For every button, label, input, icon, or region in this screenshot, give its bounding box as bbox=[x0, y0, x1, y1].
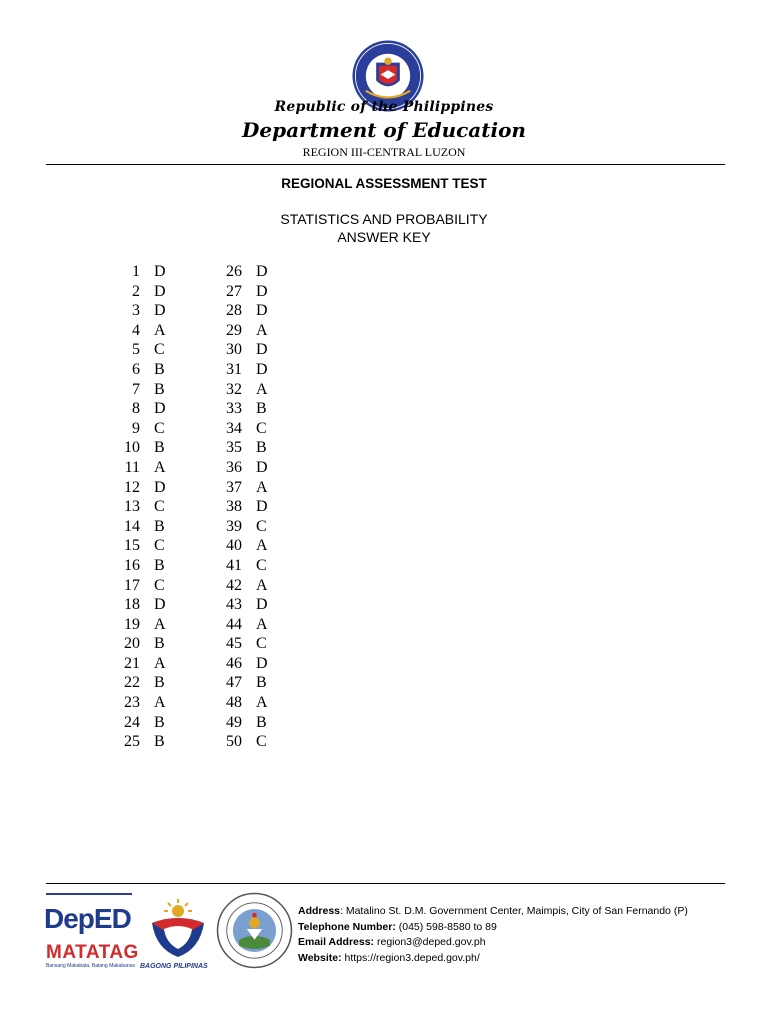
item-answer: C bbox=[256, 733, 267, 751]
item-number: 45 bbox=[226, 635, 242, 653]
answer-row bbox=[208, 262, 276, 282]
item-answer: B bbox=[256, 713, 267, 731]
item-number: 21 bbox=[124, 654, 140, 672]
item-answer: A bbox=[256, 380, 268, 398]
item-number: 19 bbox=[124, 615, 140, 633]
answer-row bbox=[106, 321, 174, 341]
answer-row bbox=[106, 438, 174, 458]
item-number: 49 bbox=[226, 713, 242, 731]
item-answer: A bbox=[256, 537, 268, 555]
item-answer: B bbox=[154, 439, 165, 457]
deped-logo-text: DepED bbox=[44, 903, 131, 934]
answer-row bbox=[208, 517, 276, 537]
contact-info bbox=[298, 904, 688, 966]
bagong-pilipinas-label: BAGONG PILIPINAS bbox=[140, 963, 208, 970]
email-value[interactable]: region3@deped.gov.ph bbox=[374, 936, 486, 948]
item-number: 5 bbox=[132, 341, 140, 359]
item-answer: A bbox=[154, 694, 166, 712]
answer-row bbox=[208, 380, 276, 400]
answer-row bbox=[106, 732, 174, 752]
item-answer: D bbox=[154, 478, 166, 496]
answer-row bbox=[106, 380, 174, 400]
answer-row bbox=[208, 615, 276, 635]
website-line bbox=[298, 951, 688, 967]
item-number: 44 bbox=[226, 615, 242, 633]
answer-row bbox=[208, 399, 276, 419]
item-number: 50 bbox=[226, 733, 242, 751]
item-number: 34 bbox=[226, 419, 242, 437]
answer-row bbox=[208, 360, 276, 380]
item-number: 43 bbox=[226, 596, 242, 614]
item-number: 42 bbox=[226, 576, 242, 594]
item-answer: D bbox=[154, 282, 166, 300]
item-number: 48 bbox=[226, 694, 242, 712]
item-answer: A bbox=[256, 576, 268, 594]
item-answer: D bbox=[154, 302, 166, 320]
item-number: 10 bbox=[124, 439, 140, 457]
item-number: 11 bbox=[124, 458, 140, 476]
region-header: REGION III-CENTRAL LUZON bbox=[302, 145, 466, 159]
item-number: 46 bbox=[226, 654, 242, 672]
answer-row bbox=[208, 321, 276, 341]
answer-row bbox=[106, 595, 174, 615]
item-number: 36 bbox=[226, 458, 242, 476]
item-answer: C bbox=[256, 419, 267, 437]
item-answer: D bbox=[256, 302, 268, 320]
item-number: 15 bbox=[124, 537, 140, 555]
answer-row bbox=[106, 615, 174, 635]
item-answer: D bbox=[256, 654, 268, 672]
test-title: REGIONAL ASSESSMENT TEST bbox=[281, 176, 487, 191]
answer-column-2 bbox=[208, 262, 276, 752]
item-answer: B bbox=[154, 380, 165, 398]
item-number: 22 bbox=[124, 674, 140, 692]
header-divider bbox=[46, 164, 725, 165]
item-number: 31 bbox=[226, 360, 242, 378]
item-answer: C bbox=[154, 498, 165, 516]
answer-key-label: ANSWER KEY bbox=[337, 229, 431, 245]
item-number: 3 bbox=[132, 302, 140, 320]
telephone-value: (045) 598-8580 to 89 bbox=[395, 920, 497, 933]
item-answer: A bbox=[256, 615, 268, 633]
answer-row bbox=[208, 713, 276, 733]
matatag-logo: MATATAG bbox=[46, 942, 139, 963]
answer-row bbox=[106, 693, 174, 713]
website-label: Website: bbox=[298, 951, 342, 964]
answer-column-1 bbox=[106, 262, 174, 752]
item-answer: C bbox=[256, 517, 267, 535]
answer-row bbox=[208, 654, 276, 674]
answer-row bbox=[208, 458, 276, 478]
item-number: 30 bbox=[226, 341, 242, 359]
answer-row bbox=[106, 419, 174, 439]
item-number: 16 bbox=[124, 556, 140, 574]
subject-title: STATISTICS AND PROBABILITY bbox=[280, 211, 488, 227]
answer-row bbox=[106, 458, 174, 478]
answer-row bbox=[106, 497, 174, 517]
answer-row bbox=[208, 673, 276, 693]
item-number: 33 bbox=[226, 400, 242, 418]
answer-row bbox=[106, 536, 174, 556]
address-line bbox=[298, 904, 688, 920]
answer-row bbox=[106, 301, 174, 321]
item-number: 1 bbox=[132, 263, 140, 280]
answer-row bbox=[208, 576, 276, 596]
website-link[interactable]: https://region3.deped.gov.ph/ bbox=[341, 951, 480, 964]
item-number: 6 bbox=[132, 360, 140, 378]
item-number: 23 bbox=[124, 694, 140, 712]
bagong-pilipinas-logo-icon bbox=[146, 899, 210, 959]
answer-row bbox=[106, 262, 174, 282]
item-answer: B bbox=[256, 400, 267, 418]
republic-header: Republic of the Philippines bbox=[274, 99, 494, 115]
answer-row bbox=[106, 478, 174, 498]
answer-row bbox=[208, 301, 276, 321]
telephone-label: Telephone Number: bbox=[298, 920, 396, 933]
answer-row bbox=[106, 556, 174, 576]
item-answer: A bbox=[154, 458, 166, 476]
item-answer: B bbox=[154, 713, 165, 731]
item-answer: D bbox=[154, 263, 166, 280]
item-answer: C bbox=[154, 537, 165, 555]
item-answer: D bbox=[154, 400, 166, 418]
item-answer: D bbox=[256, 596, 268, 614]
item-answer: D bbox=[256, 341, 268, 359]
answer-row bbox=[208, 419, 276, 439]
item-number: 25 bbox=[124, 733, 140, 751]
department-header: Department of Education bbox=[242, 118, 526, 142]
item-answer: D bbox=[256, 360, 268, 378]
item-number: 26 bbox=[226, 263, 242, 280]
item-answer: A bbox=[256, 321, 268, 339]
address-value: : Matalino St. D.M. Government Center, Maimpis, City of San Fernando (P) bbox=[340, 905, 688, 917]
item-number: 39 bbox=[226, 517, 242, 535]
republic-seal-icon bbox=[216, 892, 293, 969]
item-answer: C bbox=[154, 341, 165, 359]
answer-row bbox=[208, 556, 276, 576]
item-answer: D bbox=[154, 596, 166, 614]
answer-row bbox=[106, 282, 174, 302]
item-number: 40 bbox=[226, 537, 242, 555]
answer-row bbox=[208, 497, 276, 517]
item-number: 47 bbox=[226, 674, 242, 692]
telephone-line bbox=[298, 920, 688, 936]
item-number: 9 bbox=[132, 419, 140, 437]
item-number: 28 bbox=[226, 302, 242, 320]
deped-logo bbox=[44, 904, 131, 934]
answer-row bbox=[106, 399, 174, 419]
item-answer: B bbox=[154, 635, 165, 653]
item-number: 24 bbox=[124, 713, 140, 731]
answer-row bbox=[208, 536, 276, 556]
item-answer: B bbox=[154, 674, 165, 692]
item-number: 29 bbox=[226, 321, 242, 339]
answer-row bbox=[106, 634, 174, 654]
item-number: 41 bbox=[226, 556, 242, 574]
item-answer: A bbox=[154, 654, 166, 672]
footer-divider bbox=[46, 883, 725, 884]
answer-row bbox=[106, 360, 174, 380]
answer-row bbox=[106, 517, 174, 537]
item-answer: C bbox=[256, 556, 267, 574]
deped-logo-lines bbox=[46, 893, 132, 897]
item-number: 38 bbox=[226, 498, 242, 516]
item-number: 35 bbox=[226, 439, 242, 457]
item-number: 7 bbox=[132, 380, 140, 398]
answer-row bbox=[208, 693, 276, 713]
item-answer: D bbox=[256, 498, 268, 516]
item-answer: C bbox=[154, 576, 165, 594]
item-number: 8 bbox=[132, 400, 140, 418]
answer-row bbox=[208, 595, 276, 615]
item-answer: B bbox=[154, 556, 165, 574]
answer-row bbox=[106, 713, 174, 733]
item-number: 18 bbox=[124, 596, 140, 614]
email-label: Email Address: bbox=[298, 936, 375, 948]
email-line bbox=[298, 935, 688, 951]
answer-row bbox=[106, 340, 174, 360]
item-number: 13 bbox=[124, 498, 140, 516]
item-answer: B bbox=[154, 733, 165, 751]
item-answer: A bbox=[256, 478, 268, 496]
item-answer: C bbox=[256, 635, 267, 653]
item-answer: A bbox=[256, 694, 268, 712]
item-answer: D bbox=[256, 282, 268, 300]
item-answer: B bbox=[154, 517, 165, 535]
item-answer: C bbox=[154, 419, 165, 437]
answer-row bbox=[208, 634, 276, 654]
item-answer: A bbox=[154, 321, 166, 339]
item-answer: B bbox=[256, 439, 267, 457]
answer-row bbox=[106, 673, 174, 693]
item-number: 14 bbox=[124, 517, 140, 535]
answer-row bbox=[106, 654, 174, 674]
item-number: 17 bbox=[124, 576, 140, 594]
item-answer: B bbox=[256, 674, 267, 692]
item-answer: B bbox=[154, 360, 165, 378]
item-number: 27 bbox=[226, 282, 242, 300]
item-number: 2 bbox=[132, 282, 140, 300]
matatag-tagline: Bansang Makabata, Batang Makabansa bbox=[46, 963, 135, 969]
item-number: 4 bbox=[132, 321, 140, 339]
item-answer: D bbox=[256, 263, 268, 280]
answer-row bbox=[208, 282, 276, 302]
answer-row bbox=[208, 340, 276, 360]
answer-row bbox=[208, 438, 276, 458]
answer-row bbox=[106, 576, 174, 596]
item-number: 20 bbox=[124, 635, 140, 653]
item-number: 37 bbox=[226, 478, 242, 496]
item-answer: A bbox=[154, 615, 166, 633]
address-label: Address bbox=[298, 905, 341, 917]
item-number: 32 bbox=[226, 380, 242, 398]
answer-row bbox=[208, 478, 276, 498]
item-answer: D bbox=[256, 458, 268, 476]
item-number: 12 bbox=[124, 478, 140, 496]
answer-row bbox=[208, 732, 276, 752]
